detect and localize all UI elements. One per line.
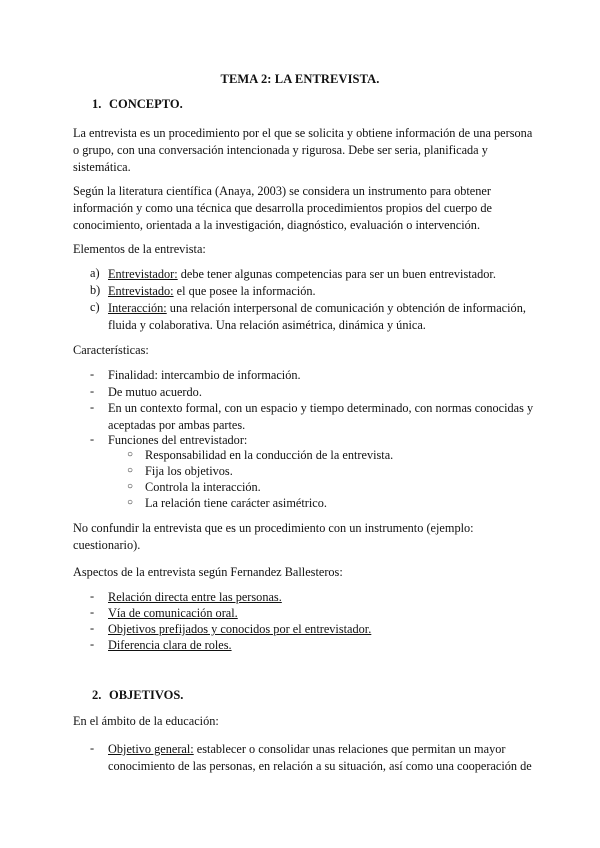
list-item-text: debe tener algunas competencias para ser un buen entrevistador.: [177, 267, 496, 281]
sub-list-marker: ○: [127, 481, 134, 492]
list-item-term: Entrevistado:: [108, 284, 174, 298]
section-title: OBJETIVOS.: [109, 688, 184, 702]
document-title: TEMA 2: LA ENTREVISTA.: [220, 72, 380, 86]
list-item: Relación directa entre las personas.: [108, 590, 282, 604]
elements-intro: Elementos de la entrevista:: [73, 242, 206, 256]
list-marker: -: [90, 605, 95, 619]
list-marker: c): [90, 300, 100, 314]
sub-list-item: La relación tiene carácter asimétrico.: [145, 496, 327, 510]
section-title: CONCEPTO.: [109, 97, 183, 111]
sub-list-marker: ○: [127, 497, 134, 508]
sub-list-marker: ○: [127, 449, 134, 460]
list-item: Objetivos prefijados y conocidos por el entrevistador.: [108, 622, 372, 636]
list-item-entrevistador: [108, 266, 538, 283]
list-marker: b): [90, 283, 101, 297]
list-item-objetivo-general: [108, 741, 538, 775]
characteristics-intro: Características:: [73, 343, 149, 357]
paragraph-literature: Según la literatura científica (Anaya, 2003) se considera un instrumento para obtener información y como una técnica que desarrolla procedimientos propios del cuerpo de conocimiento, orientada a la investigación, diagnóstico, evaluación o intervención.: [73, 184, 492, 232]
education-intro: En el ámbito de la educación:: [73, 714, 219, 728]
paragraph-definition: La entrevista es un procedimiento por el que se solicita y obtiene información de una persona o grupo, con una conversación intencionada y rigurosa. Debe ser seria, planificada y sistemática.: [73, 126, 533, 174]
list-marker: -: [90, 367, 95, 381]
list-item-term: Entrevistador:: [108, 267, 178, 281]
aspects-intro: Aspectos de la entrevista según Fernandez Ballesteros:: [73, 565, 343, 579]
list-item: En un contexto formal, con un espacio y tiempo determinado, con normas conocidas y aceptadas por ambas partes.: [108, 401, 534, 432]
paragraph-note: No confundir la entrevista que es un procedimiento con un instrumento (ejemplo: cuestionario).: [73, 521, 474, 552]
list-item-text: una relación interpersonal de comunicación y obtención de información, fluida y colaborativa. Una relación asimétrica, dinámica y única.: [108, 301, 526, 332]
list-item: Finalidad: intercambio de información.: [108, 368, 301, 382]
section-number: 2.: [92, 688, 102, 702]
list-item-term: Interacción:: [108, 301, 167, 315]
section-number: 1.: [92, 97, 102, 111]
list-marker: -: [90, 589, 95, 603]
list-item: De mutuo acuerdo.: [108, 385, 202, 399]
list-marker: -: [90, 384, 95, 398]
sub-list-marker: ○: [127, 465, 134, 476]
list-item-text: establecer o consolidar unas relaciones que permitan un mayor conocimiento de las personas, en relación a su situación, así como una cooperación de: [108, 742, 532, 773]
list-item-text: el que posee la información.: [173, 284, 316, 298]
list-marker: -: [90, 432, 95, 446]
list-item: Funciones del entrevistador:: [108, 433, 248, 447]
sub-list-item: Responsabilidad en la conducción de la entrevista.: [145, 448, 394, 462]
list-marker: -: [90, 741, 95, 755]
list-item-interaccion: [108, 300, 538, 334]
list-marker: -: [90, 637, 95, 651]
sub-list-item: Controla la interacción.: [145, 480, 261, 494]
list-item-term: Objetivo general:: [108, 742, 194, 756]
list-marker: -: [90, 621, 95, 635]
list-marker: a): [90, 266, 100, 280]
list-item: Diferencia clara de roles.: [108, 638, 232, 652]
sub-list-item: Fija los objetivos.: [145, 464, 233, 478]
list-item-entrevistado: [108, 283, 538, 300]
list-item: Vía de comunicación oral.: [108, 606, 238, 620]
list-marker: -: [90, 400, 95, 414]
